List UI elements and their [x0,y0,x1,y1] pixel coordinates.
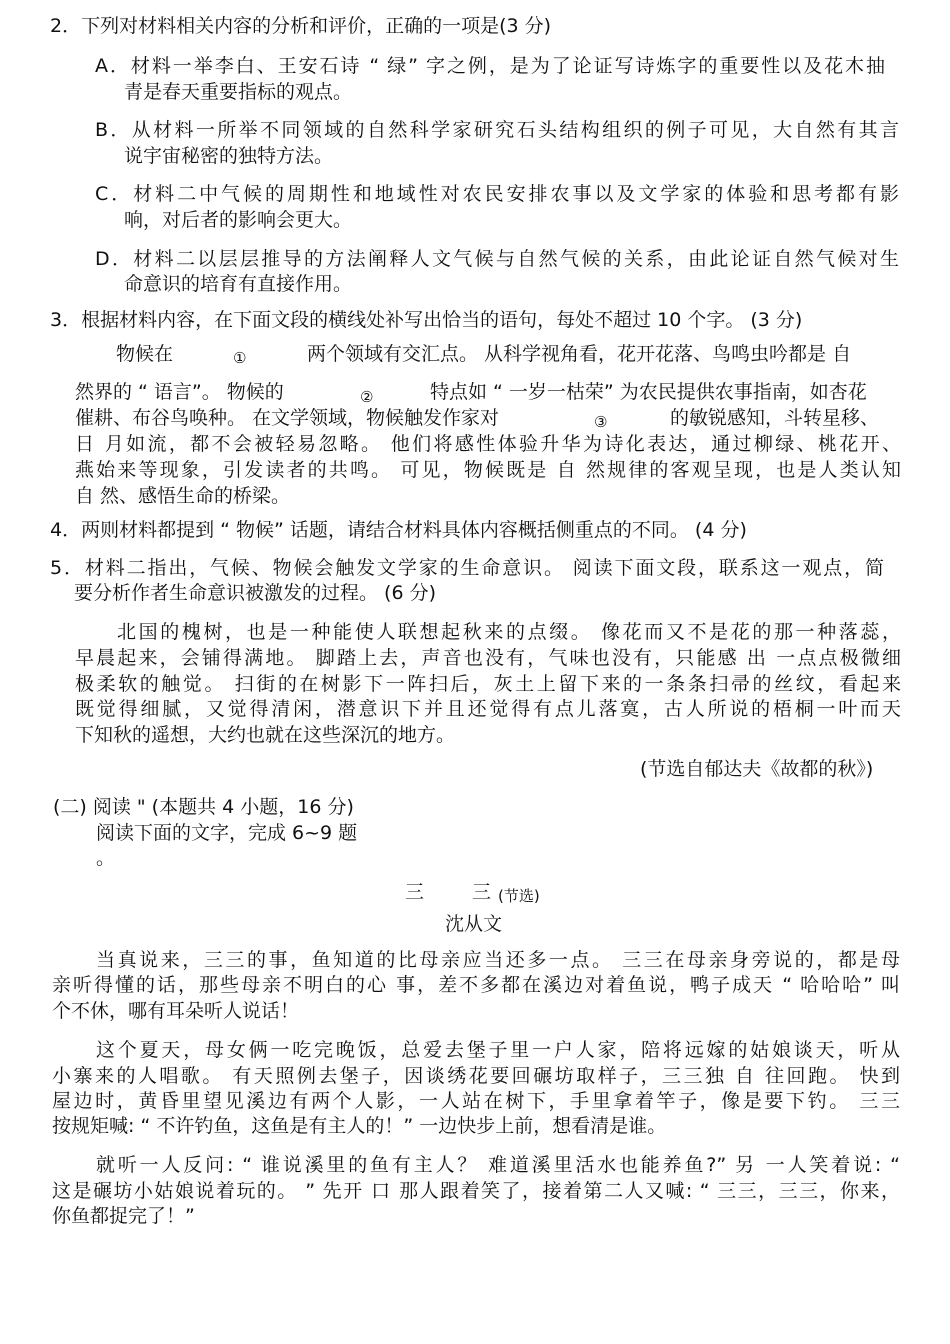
q2-option-c-line2: 响，对后者的影响会更大。 [124,209,353,231]
q3-text-line5: 燕始来等现象，引发读者的共鸣。 可见，物候既是 自 然规律的客观呈现，也是人类认知 [75,459,901,481]
story-title-char2: 三 [472,881,492,903]
story-p3-line2: 这是碾坊小姑娘说着玩的。 ” 先开 口 那人跟着笑了，接着第二人又喊: “ 三三，三三，你来， [52,1180,900,1202]
story-title-note: (节选) [498,887,540,905]
q2-option-a-line2: 青是春天重要指标的观点。 [124,81,353,103]
q5-passage-line4: 既觉得细腻，又觉得清闲，潜意识下并且还觉得有点儿落寞，古人所说的梧桐一叶而天 [75,698,901,720]
q3-text-3b: 的敏锐感知，斗转星移、 [670,407,880,429]
q2-option-a-line1: A．材料一举李白、王安石诗 “ 绿” 字之例，是为了论证写诗炼字的重要性以及花木抽 [95,55,885,77]
q3-stem: 3．根据材料内容，在下面文段的横线处补写出恰当的语句，每处不超过 10 个字。 (3 分) [50,309,803,331]
q3-blank-2-marker: ② [360,388,374,406]
q5-stem-line1: 5．材料二指出，气候、物候会触发文学家的生命意识。 阅读下面文段，联系这一观点，简 [50,557,884,579]
q4-stem: 4．两则材料都提到 “ 物候” 话题，请结合材料具体内容概括侧重点的不同。 (4 分) [50,519,747,541]
story-p2-line4: 按规矩喊: “ 不许钓鱼，这鱼是有主人的！” 一边快步上前，想看清是谁。 [52,1115,667,1137]
q2-option-b-line2: 说宇宙秘密的独特方法。 [124,145,334,167]
q3-text-2a: 然界的 “ 语言”。 物候的 [75,381,284,403]
q3-text-line4: 日 月如流，都不会被轻易忽略。 他们将感性体验升华为诗化表达，通过柳绿、桃花开、 [75,433,901,455]
q2-option-b-line1: B．从材料一所举不同领域的自然科学家研究石头结构组织的例子可见，大自然有其言 [95,119,899,141]
q3-text-2b: 特点如 “ 一岁一枯荣” 为农民提供农事指南，如杏花 [430,381,867,403]
q2-option-c-line1: C．材料二中气候的周期性和地域性对农民安排农事以及文学家的体验和思考都有影 [95,183,899,205]
q3-text-line6: 自 然、感悟生命的桥梁。 [75,485,291,507]
q5-stem-line2: 要分析作者生命意识被激发的过程。 (6 分) [74,582,436,604]
q5-passage-line1: 北国的槐树，也是一种能使人联想起秋来的点缀。 像花而又不是花的那一种落蕊， [117,621,901,643]
story-p1-line2: 亲听得懂的话，那些母亲不明白的心 事，差不多都在溪边对着鱼说，鸭子成天 “ 哈哈哈” 叫 [52,974,900,996]
story-p3-line1: 就听一人反问: “ 谁说溪里的鱼有主人？ 难道溪里活水也能养鱼?” 另 一人笑着说: “ [96,1154,900,1176]
story-p2-line3: 屋边时，黄昏里望见溪边有两个人影，一人站在树下，手里拿着竿子，像是要下钓。 三三 [52,1090,900,1112]
q2-stem: 2．下列对材料相关内容的分析和评价，正确的一项是(3 分) [50,15,552,37]
q5-source: (节选自郁达夫《故都的秋》) [640,758,874,780]
q3-blank-1-marker: ① [233,349,247,367]
story-author: 沈从文 [445,913,503,935]
q2-option-d-line1: D．材料二以层层推导的方法阐释人文气候与自然气候的关系，由此论证自然气候对生 [95,248,899,270]
story-p1-line1: 当真说来，三三的事，鱼知道的比母亲应当还多一点。 三三在母亲身旁说的，都是母 [96,949,900,971]
story-p3-line3: 你鱼都捉完了！” [52,1205,195,1227]
story-p2-line2: 小寨来的人唱歌。 有天照例去堡子，因谈绣花要回碾坊取样子，三三独 自 往回跑。 快到 [52,1065,900,1087]
q5-passage-line2: 早晨起来，会铺得满地。 脚踏上去，声音也没有，气味也没有，只能感 出 一点点极微细 [75,647,901,669]
q3-blank-3-marker: ③ [594,413,608,431]
story-title-char1: 三 [405,881,425,903]
section2-dot: 。 [96,847,116,869]
story-p1-line3: 个不休，哪有耳朵听人说话！ [52,1000,300,1022]
section2-heading: (二) 阅读 " (本题共 4 小题，16 分) [53,796,354,818]
section2-instruction: 阅读下面的文字，完成 6~9 题 [96,822,358,844]
q3-text-1b: 两个领域有交汇点。 从科学视角看，花开花落、鸟鸣虫吟都是 自 [307,343,852,365]
q3-text-3a: 催耕、布谷鸟唤种。 在文学领域，物候触发作家对 [75,407,500,429]
q5-passage-line5: 下知秋的遥想，大约也就在这些深沉的地方。 [75,724,456,746]
story-p2-line1: 这个夏天，母女俩一吃完晚饭，总爱去堡子里一户人家，陪将远嫁的姑娘谈天，听从 [96,1039,900,1061]
q5-passage-line3: 极柔软的触觉。 扫街的在树影下一阵扫后，灰土上留下来的一条条扫帚的丝纹，看起来 [75,673,901,695]
q2-option-d-line2: 命意识的培育有直接作用。 [124,273,353,295]
q3-text-1a: 物候在 [116,343,174,365]
